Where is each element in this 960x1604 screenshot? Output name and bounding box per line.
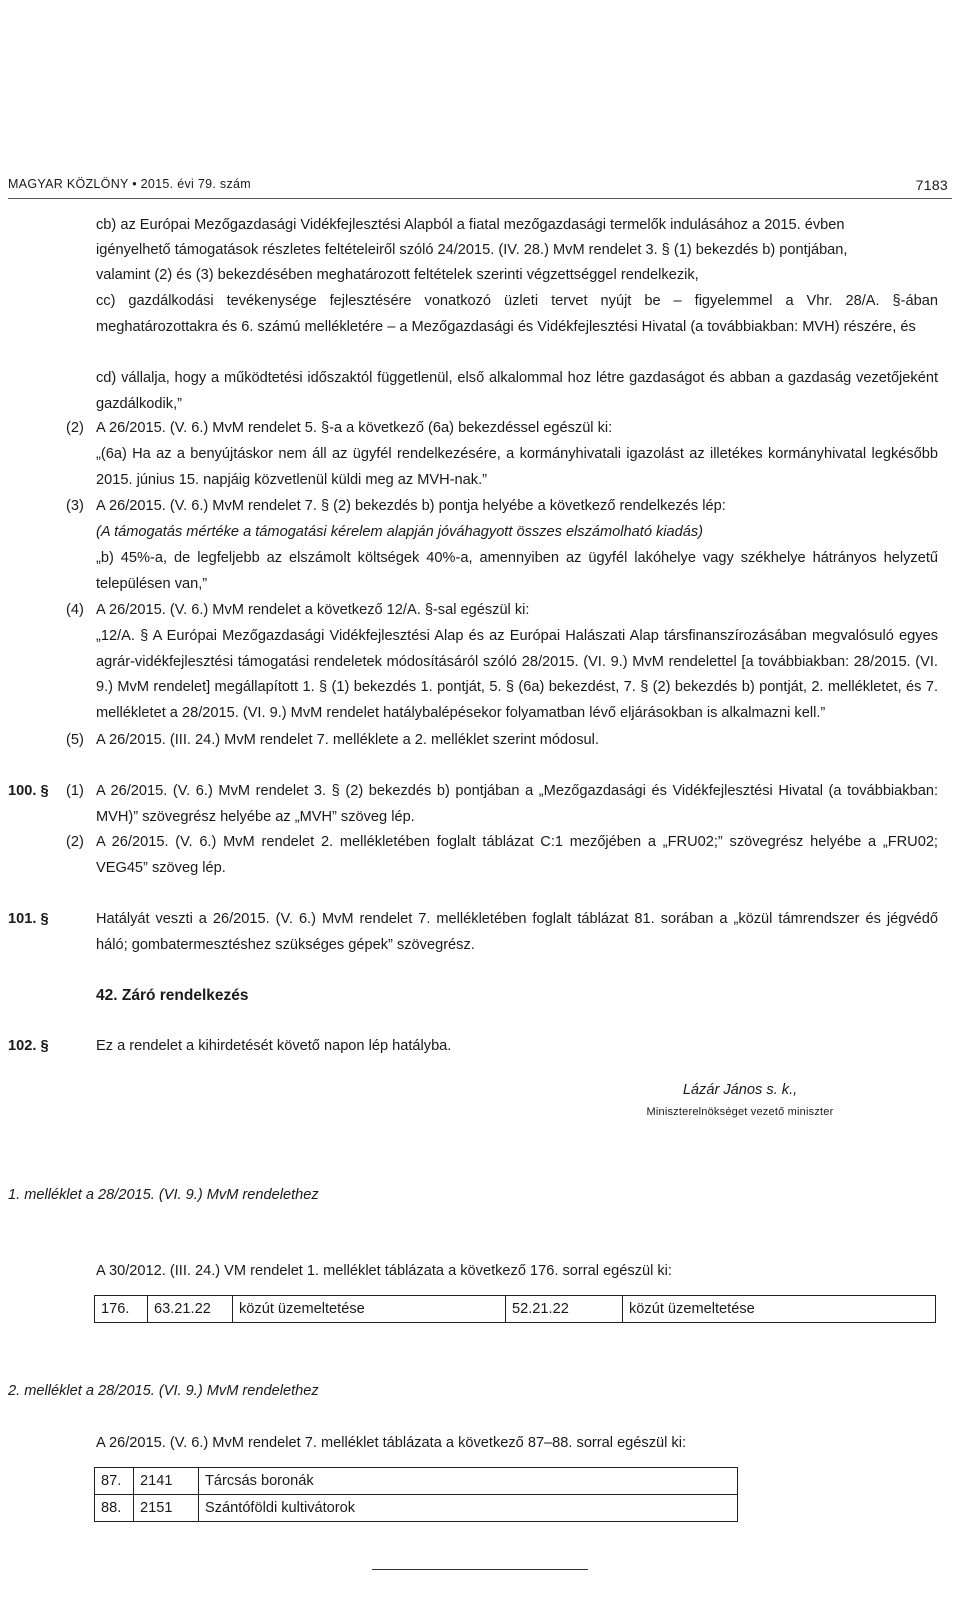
table-cell: 176. [95,1296,148,1323]
para-2-quote: „(6a) Ha az a benyújtáskor nem áll az ügyfél rendelkezésére, a kormányhivatali igazolást az illetékes kormányhivatal legkésőbb 2015. június 15. napjáig közvetlenül küldi meg az MVH-nak.” [96,446,938,488]
s100-number-2: (2) [66,834,84,850]
section-100-label: 100. § [8,783,49,799]
table-row [95,1468,738,1495]
annex-1-title: 1. melléklet a 28/2015. (VI. 9.) MvM rendelethez [8,1187,319,1203]
s100-para-2: A 26/2015. (V. 6.) MvM rendelet 2. mellékletében foglalt táblázat C:1 mezőjében a „FRU02;” szövegrész helyébe a „FRU02; VEG45” szöveg lép. [96,834,938,876]
cb-line-2: igényelhető támogatások részletes feltételeiről szóló 24/2015. (IV. 28.) MvM rendelet 3. § (1) bekezdés b) pontjában, [96,242,848,258]
annex-2-title: 2. melléklet a 28/2015. (VI. 9.) MvM rendelethez [8,1383,319,1399]
closing-rule [372,1569,588,1570]
para-5-text: A 26/2015. (III. 24.) MvM rendelet 7. melléklete a 2. melléklet szerint módosul. [96,732,599,748]
para-number-2: (2) [66,420,84,436]
para-3-quote: „b) 45%-a, de legfeljebb az elszámolt költségek 40%-a, amennyiben az ügyfél lakóhelye vagy székhelye hátrányos helyzetű településen van,” [96,550,938,592]
cb-line-1: cb) az Európai Mezőgazdasági Vidékfejlesztési Alapból a fiatal mezőgazdasági termelők indulásához a 2015. évben [96,217,845,233]
table-cell: közút üzemeltetése [233,1296,506,1323]
annex-2-intro: A 26/2015. (V. 6.) MvM rendelet 7. melléklet táblázata a következő 87–88. sorral egészül ki: [96,1435,687,1451]
para-3-italic: (A támogatás mértéke a támogatási kérelem alapján jóváhagyott összes elszámolható kiadás) [96,524,704,540]
s102-text: Ez a rendelet a kihirdetését követő napon lép hatályba. [96,1038,452,1054]
cc-paragraph: cc) gazdálkodási tevékenysége fejlesztésére vonatkozó üzleti tervet nyújt be – figyelemmel a Vhr. 28/A. §-ában meghatározottakra és 6. számú mellékletére – a Mezőgazdasági és Vidékfejlesztési Hivatal (a továbbiakban: MVH) részére, és [96,293,938,335]
publication-header: MAGYAR KÖZLÖNY • 2015. évi 79. szám [8,177,251,191]
page-number: 7183 [915,177,948,193]
table-cell: 52.21.22 [506,1296,623,1323]
annex-2-table [94,1467,738,1522]
cb-line-3: valamint (2) és (3) bekezdésében meghatározott feltételek szerinti végzettséggel rendelkezik, [96,267,699,283]
para-number-4: (4) [66,602,84,618]
para-4-text: A 26/2015. (V. 6.) MvM rendelet a következő 12/A. §-sal egészül ki: [96,602,530,618]
annex-1-table [94,1295,936,1323]
table-cell: Szántóföldi kultivátorok [199,1495,738,1522]
para-2-text: A 26/2015. (V. 6.) MvM rendelet 5. §-a a következő (6a) bekezdéssel egészül ki: [96,420,613,436]
signature-title: Miniszterelnökséget vezető miniszter [646,1106,834,1118]
para-number-5: (5) [66,732,84,748]
s100-para-1: A 26/2015. (V. 6.) MvM rendelet 3. § (2) bekezdés b) pontjában a „Mezőgazdasági és Vidékfejlesztési Hivatal (a továbbiakban: MVH)” szövegrész helyébe az „MVH” szöveg lép. [96,783,938,825]
para-3-text: A 26/2015. (V. 6.) MvM rendelet 7. § (2) bekezdés b) pontja helyébe a következő rendelkezés lép: [96,498,726,514]
s101-paragraph: Hatályát veszti a 26/2015. (V. 6.) MvM rendelet 7. mellékletében foglalt táblázat 81. sorában a „közül támrendszer és jégvédő háló; gombatermesztéshez szükséges gépek” szövegrész. [96,911,938,953]
section-102-label: 102. § [8,1038,49,1054]
table-row [95,1296,936,1323]
table-cell: Tárcsás boronák [199,1468,738,1495]
header-rule [8,198,952,199]
table-cell: közút üzemeltetése [623,1296,936,1323]
s100-number-1: (1) [66,783,84,799]
table-cell: 87. [95,1468,134,1495]
table-cell: 2151 [134,1495,199,1522]
table-cell: 2141 [134,1468,199,1495]
section-101-label: 101. § [8,911,49,927]
table-cell: 63.21.22 [148,1296,233,1323]
signature-name: Lázár János s. k., [682,1082,798,1098]
para-4-quote: „12/A. § A Európai Mezőgazdasági Vidékfejlesztési Alap és az Európai Halászati Alap társfinanszírozásában megvalósuló egyes agrár-vidékfejlesztési támogatási rendeletek módosításáról szóló 28/2015. (VI. 9.) MvM rendelettel [a továbbiakban: 28/2015. (VI. 9.) MvM rendelet] megállapított 1. § (1) bekezdés 1. pontját, 5. § (6a) bekezdést, 7. § (2) bekezdés b) pontját, 2. mellékletet, és 7. mellékletet a 28/2015. (VI. 9.) MvM rendelet hatálybalépésekor folyamatban lévő eljárásokban is alkalmazni kell.” [96,628,938,721]
para-number-3: (3) [66,498,84,514]
annex-1-intro: A 30/2012. (III. 24.) VM rendelet 1. melléklet táblázata a következő 176. sorral egészül ki: [96,1263,672,1279]
chapter-heading: 42. Záró rendelkezés [96,987,249,1004]
cd-paragraph: cd) vállalja, hogy a működtetési időszaktól függetlenül, első alkalommal hoz létre gazdaságot és abban a gazdaság vezetőjeként gazdálkodik,” [96,370,938,412]
table-row [95,1495,738,1522]
table-cell: 88. [95,1495,134,1522]
